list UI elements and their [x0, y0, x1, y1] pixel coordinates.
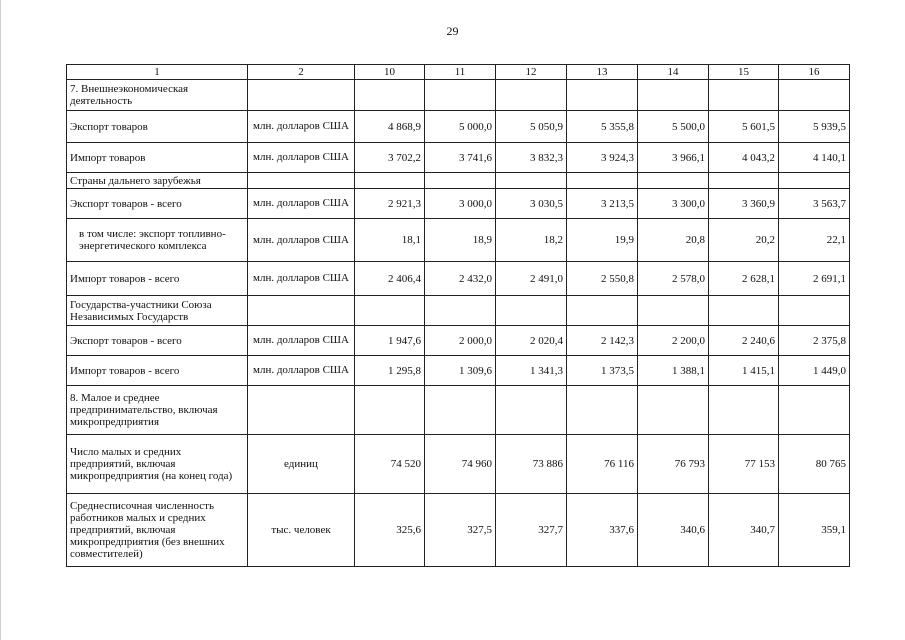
- value-cell: [425, 296, 496, 326]
- value-cell: 76 116: [567, 435, 638, 494]
- value-cell: 5 050,9: [496, 111, 567, 143]
- value-cell: [779, 296, 850, 326]
- value-cell: 2 000,0: [425, 326, 496, 356]
- value-cell: [638, 296, 709, 326]
- value-cell: 74 520: [355, 435, 425, 494]
- value-cell: 1 295,8: [355, 356, 425, 386]
- value-cell: 2 921,3: [355, 189, 425, 219]
- value-cell: 1 373,5: [567, 356, 638, 386]
- value-cell: 5 601,5: [709, 111, 779, 143]
- value-cell: [709, 386, 779, 435]
- value-cell: 1 341,3: [496, 356, 567, 386]
- value-cell: 2 550,8: [567, 262, 638, 296]
- value-cell: 5 355,8: [567, 111, 638, 143]
- unit-cell: млн. долларов США: [248, 219, 355, 262]
- section-header-row: [67, 386, 850, 435]
- value-cell: 3 966,1: [638, 143, 709, 173]
- value-cell: 4 868,9: [355, 111, 425, 143]
- value-cell: [496, 80, 567, 111]
- table-row: [67, 356, 850, 386]
- value-cell: [709, 80, 779, 111]
- page-number: 29: [446, 24, 459, 38]
- value-cell: 337,6: [567, 494, 638, 567]
- section-title: 7. Внешнеэкономическая деятельность: [67, 80, 248, 111]
- value-cell: 77 153: [709, 435, 779, 494]
- value-cell: 4 140,1: [779, 143, 850, 173]
- column-header-11: 11: [425, 65, 496, 80]
- value-cell: [496, 173, 567, 189]
- table-row: [67, 219, 850, 262]
- value-cell: 80 765: [779, 435, 850, 494]
- value-cell: [425, 173, 496, 189]
- section-header-row: [67, 173, 850, 189]
- column-header-1: 1: [67, 65, 248, 80]
- unit-cell: единиц: [248, 435, 355, 494]
- value-cell: 3 360,9: [709, 189, 779, 219]
- table-row: [67, 143, 850, 173]
- header-row: [67, 65, 850, 80]
- value-cell: [567, 386, 638, 435]
- value-cell: 5 939,5: [779, 111, 850, 143]
- value-cell: 3 741,6: [425, 143, 496, 173]
- section-title: Государства-участники Союза Независимых Государств: [67, 296, 248, 326]
- value-cell: 3 832,3: [496, 143, 567, 173]
- value-cell: 3 030,5: [496, 189, 567, 219]
- table-body: [67, 80, 850, 567]
- value-cell: 2 200,0: [638, 326, 709, 356]
- value-cell: [496, 386, 567, 435]
- value-cell: 340,7: [709, 494, 779, 567]
- unit-cell: млн. долларов США: [248, 356, 355, 386]
- unit-cell: [248, 296, 355, 326]
- value-cell: 2 375,8: [779, 326, 850, 356]
- value-cell: [638, 386, 709, 435]
- unit-cell: млн. долларов США: [248, 262, 355, 296]
- value-cell: [709, 173, 779, 189]
- value-cell: [567, 296, 638, 326]
- unit-cell: млн. долларов США: [248, 189, 355, 219]
- table-header: [67, 65, 850, 80]
- table-row: [67, 326, 850, 356]
- indicator-name: Импорт товаров - всего: [67, 262, 248, 296]
- value-cell: 76 793: [638, 435, 709, 494]
- value-cell: 18,9: [425, 219, 496, 262]
- value-cell: 1 309,6: [425, 356, 496, 386]
- section-header-row: [67, 296, 850, 326]
- value-cell: 3 924,3: [567, 143, 638, 173]
- value-cell: 2 691,1: [779, 262, 850, 296]
- economic-indicators-table: [66, 64, 850, 567]
- value-cell: 327,7: [496, 494, 567, 567]
- value-cell: 2 578,0: [638, 262, 709, 296]
- value-cell: [425, 386, 496, 435]
- value-cell: [355, 80, 425, 111]
- value-cell: 2 491,0: [496, 262, 567, 296]
- value-cell: 325,6: [355, 494, 425, 567]
- unit-cell: [248, 386, 355, 435]
- value-cell: [567, 80, 638, 111]
- table-row: [67, 262, 850, 296]
- value-cell: 340,6: [638, 494, 709, 567]
- column-header-13: 13: [567, 65, 638, 80]
- value-cell: 1 415,1: [709, 356, 779, 386]
- indicator-name: Число малых и средних предприятий, включая микропредприятия (на конец года): [67, 435, 248, 494]
- indicator-name: Среднесписочная численность работников малых и средних предприятий, включая микропредприятия (без внешних совместителей): [67, 494, 248, 567]
- column-header-10: 10: [355, 65, 425, 80]
- value-cell: [355, 173, 425, 189]
- value-cell: 3 300,0: [638, 189, 709, 219]
- indicator-name: Импорт товаров - всего: [67, 356, 248, 386]
- table-row: [67, 435, 850, 494]
- value-cell: [709, 296, 779, 326]
- value-cell: 20,2: [709, 219, 779, 262]
- column-header-2: 2: [248, 65, 355, 80]
- value-cell: 5 500,0: [638, 111, 709, 143]
- value-cell: [779, 80, 850, 111]
- value-cell: 2 020,4: [496, 326, 567, 356]
- value-cell: 5 000,0: [425, 111, 496, 143]
- column-header-12: 12: [496, 65, 567, 80]
- indicator-name: Экспорт товаров - всего: [67, 189, 248, 219]
- indicator-name: Экспорт товаров: [67, 111, 248, 143]
- value-cell: 2 142,3: [567, 326, 638, 356]
- section-title: 8. Малое и среднее предпринимательство, включая микропредприятия: [67, 386, 248, 435]
- value-cell: [638, 80, 709, 111]
- indicator-name: в том числе: экспорт топливно-энергетического комплекса: [67, 219, 248, 262]
- value-cell: 22,1: [779, 219, 850, 262]
- table-row: [67, 494, 850, 567]
- value-cell: [638, 173, 709, 189]
- section-header-row: [67, 80, 850, 111]
- value-cell: 18,1: [355, 219, 425, 262]
- value-cell: 1 388,1: [638, 356, 709, 386]
- value-cell: [355, 296, 425, 326]
- value-cell: 3 563,7: [779, 189, 850, 219]
- unit-cell: тыс. человек: [248, 494, 355, 567]
- unit-cell: млн. долларов США: [248, 143, 355, 173]
- table-row: [67, 111, 850, 143]
- indicator-name: Экспорт товаров - всего: [67, 326, 248, 356]
- unit-cell: млн. долларов США: [248, 111, 355, 143]
- value-cell: 3 702,2: [355, 143, 425, 173]
- value-cell: [425, 80, 496, 111]
- table-row: [67, 189, 850, 219]
- column-header-16: 16: [779, 65, 850, 80]
- value-cell: 18,2: [496, 219, 567, 262]
- column-header-15: 15: [709, 65, 779, 80]
- value-cell: 2 432,0: [425, 262, 496, 296]
- unit-cell: млн. долларов США: [248, 326, 355, 356]
- value-cell: 2 628,1: [709, 262, 779, 296]
- value-cell: 3 000,0: [425, 189, 496, 219]
- value-cell: [496, 296, 567, 326]
- value-cell: [779, 173, 850, 189]
- value-cell: [567, 173, 638, 189]
- value-cell: 1 947,6: [355, 326, 425, 356]
- value-cell: 2 406,4: [355, 262, 425, 296]
- value-cell: 1 449,0: [779, 356, 850, 386]
- value-cell: 2 240,6: [709, 326, 779, 356]
- value-cell: 74 960: [425, 435, 496, 494]
- value-cell: 3 213,5: [567, 189, 638, 219]
- value-cell: 20,8: [638, 219, 709, 262]
- value-cell: [779, 386, 850, 435]
- section-title: Страны дальнего зарубежья: [67, 173, 248, 189]
- value-cell: [355, 386, 425, 435]
- value-cell: 4 043,2: [709, 143, 779, 173]
- scan-edge-line: [0, 0, 1, 640]
- value-cell: 19,9: [567, 219, 638, 262]
- indicator-name: Импорт товаров: [67, 143, 248, 173]
- unit-cell: [248, 80, 355, 111]
- value-cell: 73 886: [496, 435, 567, 494]
- column-header-14: 14: [638, 65, 709, 80]
- value-cell: 359,1: [779, 494, 850, 567]
- unit-cell: [248, 173, 355, 189]
- value-cell: 327,5: [425, 494, 496, 567]
